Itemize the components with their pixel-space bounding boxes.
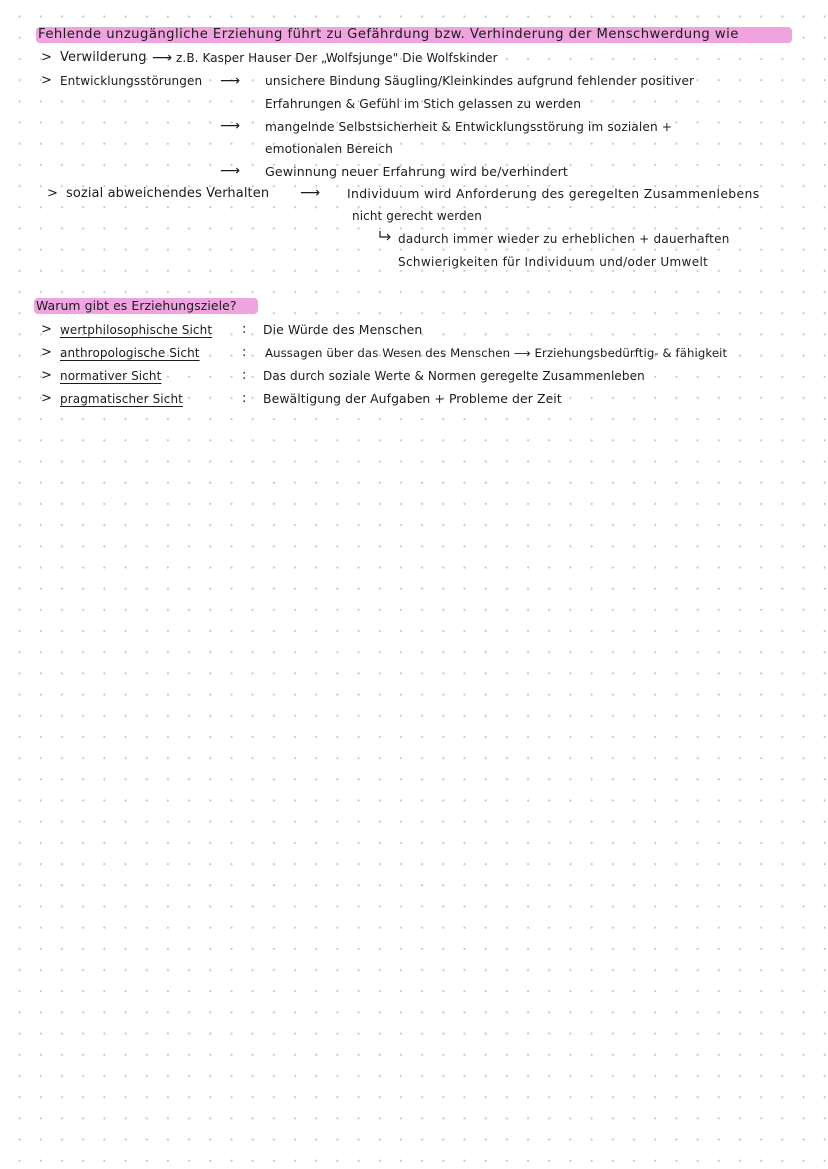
bullet-marker: > <box>41 368 52 383</box>
colon: : <box>242 391 247 406</box>
row-text: Aussagen über das Wesen des Menschen ⟶ Erziehungsbedürftig- & fähigkeit <box>265 346 728 360</box>
item3-label: sozial abweichendes Verhalten <box>66 186 270 201</box>
row-label: normativer Sicht <box>60 369 162 383</box>
row-text: Die Würde des Menschen <box>263 322 423 337</box>
item2-sub2-line2: emotionalen Bereich <box>265 142 393 156</box>
item2-sub1-line1: unsichere Bindung Säugling/Kleinkindes aufgrund fehlender positiver <box>265 74 695 88</box>
section1-heading: Fehlende unzugängliche Erziehung führt zu Gefährdung bzw. Verhinderung der Menschwerdung wie <box>38 27 739 42</box>
row-label: pragmatischer Sicht <box>60 392 183 406</box>
arrow-icon: ⟶ <box>220 73 241 89</box>
item3-sub-line2: Schwierigkeiten für Individuum und/oder Umwelt <box>398 255 709 269</box>
bullet-marker: > <box>47 186 58 201</box>
bullet-marker: > <box>41 73 52 88</box>
item2-label: Entwicklungsstörungen <box>60 74 203 88</box>
bullet-marker: > <box>41 322 52 337</box>
item1-label: Verwilderung <box>60 50 147 65</box>
arrow-icon: ⟶ <box>300 185 321 201</box>
colon: : <box>242 345 247 360</box>
section2-heading: Warum gibt es Erziehungsziele? <box>36 298 237 313</box>
item1-text: z.B. Kasper Hauser Der „Wolfsjunge" Die Wolfskinder <box>176 51 498 65</box>
colon: : <box>242 368 247 383</box>
row-text: Das durch soziale Werte & Normen geregelte Zusammenleben <box>263 369 645 383</box>
bullet-marker: > <box>41 391 52 406</box>
arrow-icon: ⟶ <box>220 118 241 134</box>
hook-arrow-icon <box>378 230 392 242</box>
row-label: anthropologische Sicht <box>60 346 200 360</box>
bullet-marker: > <box>41 50 52 65</box>
item2-sub2-line1: mangelnde Selbstsicherheit & Entwicklungsstörung im sozialen + <box>265 120 673 134</box>
arrow-icon: ⟶ <box>220 163 241 179</box>
item2-sub1-line2: Erfahrungen & Gefühl im Stich gelassen zu werden <box>265 97 582 111</box>
item3-line2: nicht gerecht werden <box>352 209 482 223</box>
row-text: Bewältigung der Aufgaben + Probleme der Zeit <box>263 391 562 406</box>
row-label: wertphilosophische Sicht <box>60 323 213 337</box>
colon: : <box>242 322 247 337</box>
arrow-icon: ⟶ <box>152 50 173 66</box>
item2-sub3: Gewinnung neuer Erfahrung wird be/verhindert <box>265 164 568 179</box>
item3-line1: Individuum wird Anforderung des geregelten Zusammenlebens <box>347 186 760 201</box>
item3-sub-line1: dadurch immer wieder zu erheblichen + dauerhaften <box>398 232 730 246</box>
bullet-marker: > <box>41 345 52 360</box>
